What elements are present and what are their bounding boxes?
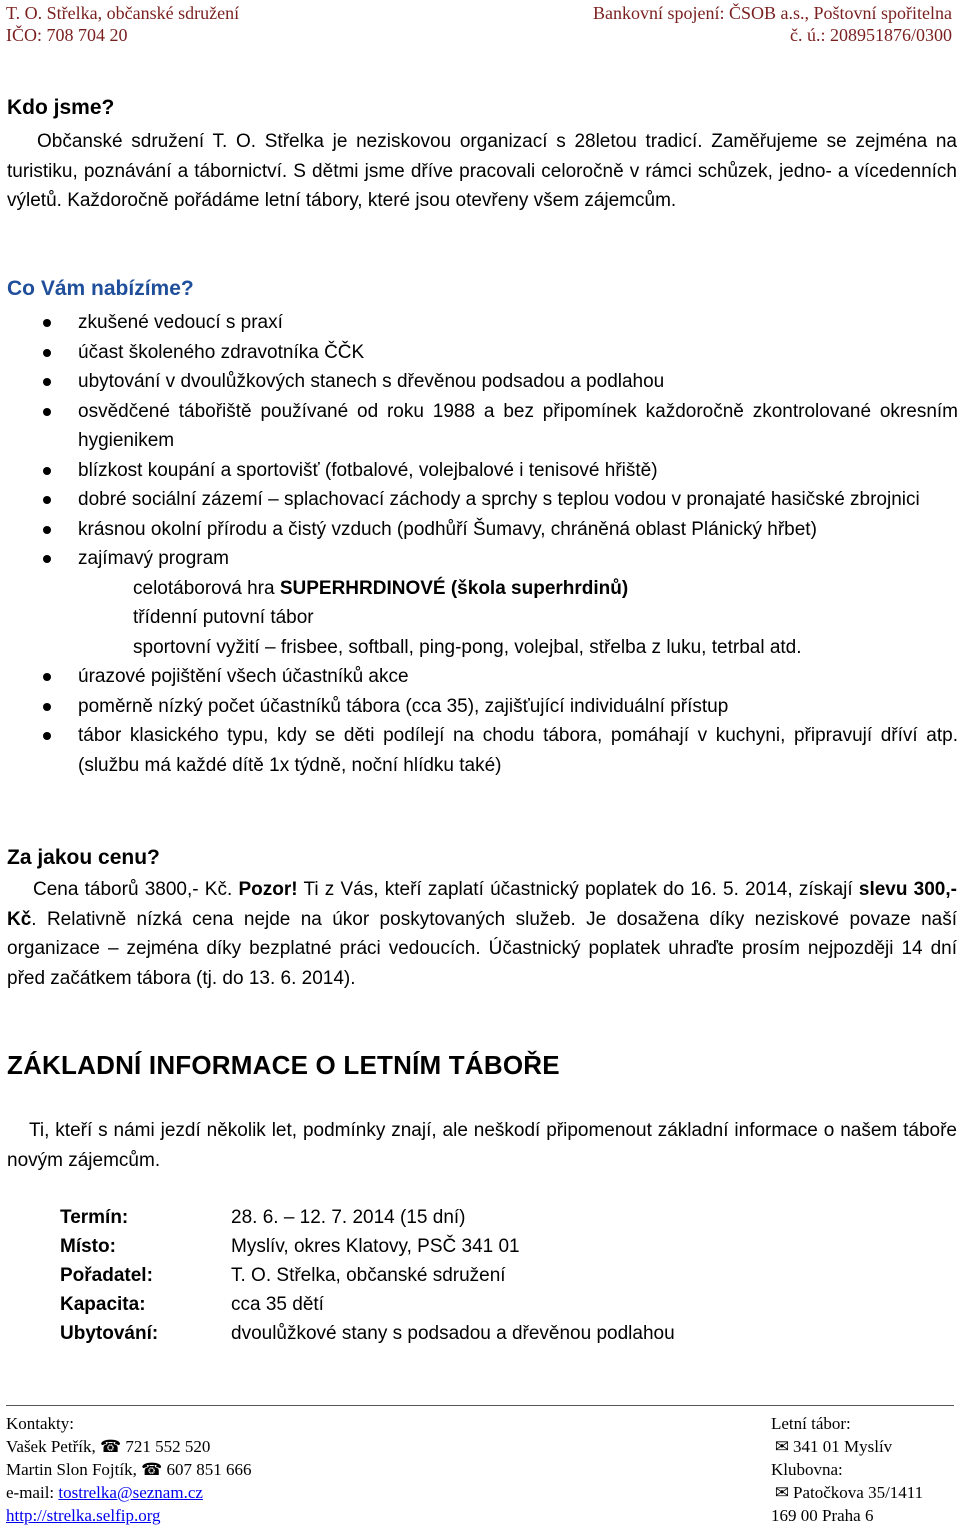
footer-divider [6,1405,954,1406]
about-text: Občanské sdružení T. O. Střelka je neziskovou organizací s 28letou tradicí. Zaměřujeme se zejména na turistiku, poznávání a tábornictví. S dětmi jsme dříve pracovali celoročně v rámci schůzek, jedno- a vícedenních výletů. Každoročně pořádáme letní tábory, které jsou otevřeny všem zájemcům. [7,131,957,211]
contact-1: Vašek Petřík, ☎ 721 552 520 [6,1437,211,1456]
camp-address: ✉ 341 01 Myslív [771,1435,923,1458]
org-name: T. O. Střelka, občanské sdružení [6,3,240,23]
info-row-place: Místo: Myslív, okres Klatovy, PSČ 341 01 [60,1236,520,1257]
bullet-icon [43,349,51,357]
program-game: celotáborová hra SUPERHRDINOVÉ (škola superhrdinů) [133,577,629,599]
program-sports: sportovní vyžití – frisbee, softball, ping-pong, volejbal, střelba z luku, tetrbal atd. [133,636,802,658]
bullet-icon [43,378,51,386]
website-link[interactable]: http://strelka.selfip.org [6,1506,161,1525]
footer-contacts [6,1412,252,1527]
list-item: osvědčené tábořiště používané od roku 1988 a bez připomínek každoročně zkontrolované okresním hygienikem [0,397,958,456]
list-item: zkušené vedoucí s praxí [0,308,958,338]
list-item: tábor klasického typu, kdy se děti podílejí na chodu tábora, pomáhají v kuchyni, připravují dříví atp. (službu má každé dítě 1x týdně, noční hlídku také) [0,721,958,780]
bullet-icon [43,673,51,681]
org-ico: IČO: 708 704 20 [6,25,128,45]
bank-info: Bankovní spojení: ČSOB a.s., Poštovní spořitelna [592,3,952,23]
list-item: dobré sociální zázemí – splachovací záchody a sprchy s teplou vodou v pronajaté hasičské zbrojnici [0,485,958,515]
basic-info-intro: Ti, kteří s námi jezdí několik let, podmínky znají, ale neškodí připomenout základní informace o našem táboře novým zájemcům. [7,1120,957,1171]
footer-addresses [771,1412,923,1527]
bullet-icon [43,467,51,475]
info-row-term: Termín: 28. 6. – 12. 7. 2014 (15 dní) [60,1207,466,1228]
bullet-icon [43,732,51,740]
bank-account: č. ú.: 208951876/0300 [790,25,952,45]
list-item: poměrně nízký počet účastníků tábora (cca 35), zajišťující individuální přístup [0,692,958,722]
list-item: zajímavý program [0,544,958,574]
club-label: Klubovna: [771,1460,843,1479]
offer-heading: Co Vám nabízíme? [7,277,194,300]
club-address: ✉ Patočkova 35/1411 [771,1481,923,1504]
list-item: úrazové pojištění všech účastníků akce [0,662,958,692]
offer-list [0,308,958,780]
camp-info-table [60,1203,675,1348]
list-item: účast školeného zdravotníka ČČK [0,338,958,368]
club-city: 169 00 Praha 6 [771,1506,874,1525]
bullet-icon [43,703,51,711]
basic-info-title: ZÁKLADNÍ INFORMACE O LETNÍM TÁBOŘE [7,1050,560,1080]
contacts-label: Kontakty: [6,1414,74,1433]
envelope-icon: ✉ [774,1437,790,1456]
program-trip: třídenní putovní tábor [133,607,314,628]
about-heading: Kdo jsme? [7,96,115,119]
info-row-organizer: Pořadatel: T. O. Střelka, občanské sdružení [60,1265,506,1286]
bullet-icon [43,526,51,534]
price-heading: Za jakou cenu? [7,846,160,869]
list-item: ubytování v dvoulůžkových stanech s dřevěnou podsadou a podlahou [0,367,958,397]
camp-label: Letní tábor: [771,1414,851,1433]
envelope-icon: ✉ [774,1483,790,1502]
email-link[interactable]: tostrelka@seznam.cz [58,1483,203,1502]
bullet-icon [43,496,51,504]
price-text: Cena táborů 3800,- Kč. Pozor! Ti z Vás, kteří zaplatí účastnický poplatek do 16. 5. 2014, získají slevu 300,- Kč. Relativně nízká cena nejde na úkor poskytovaných služeb. Je dosažena díky neziskové povaze naší organizace – zejména díky bezplatné práci vedoucích. Účastnický poplatek uhraďte prosím nejpozději 14 dní před začátkem tábora (tj. do 13. 6. 2014). [7,879,957,989]
info-row-capacity: Kapacita: cca 35 dětí [60,1294,324,1315]
bullet-icon [43,555,51,563]
bullet-icon [43,408,51,416]
info-row-accommodation: Ubytování: dvoulůžkové stany s podsadou a dřevěnou podlahou [60,1323,675,1344]
list-item: blízkost koupání a sportovišť (fotbalové, volejbalové i tenisové hřiště) [0,456,958,486]
email-line: e-mail: tostrelka@seznam.cz [6,1483,203,1502]
bullet-icon [43,319,51,327]
contact-2: Martin Slon Fojtík, ☎ 607 851 666 [6,1460,252,1479]
list-item: krásnou okolní přírodu a čistý vzduch (podhůří Šumavy, chráněná oblast Plánický hřbet) [0,515,958,545]
